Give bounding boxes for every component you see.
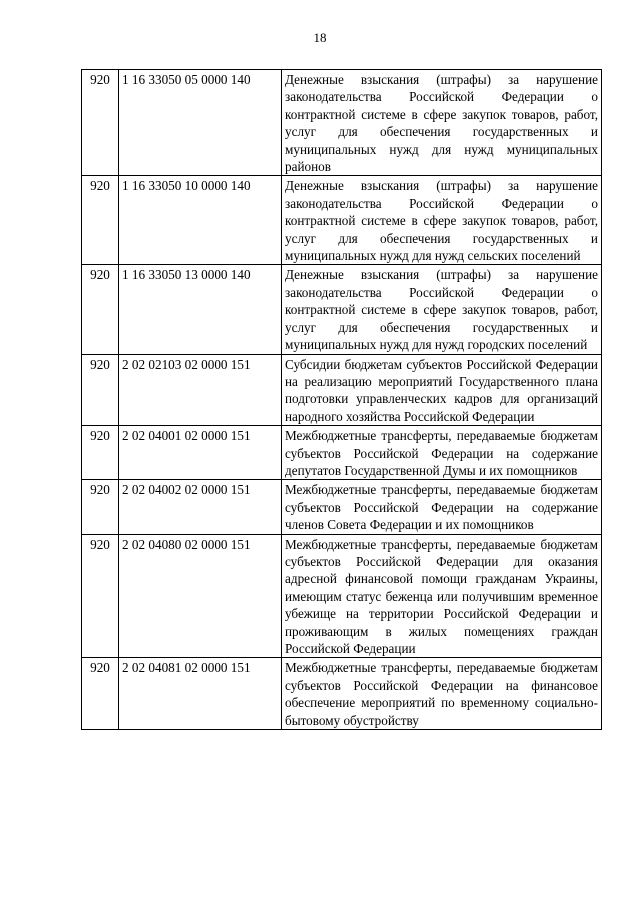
administrator-code-cell: 920: [82, 534, 119, 658]
budget-code-cell: 2 02 04002 02 0000 151: [119, 480, 282, 534]
administrator-code-cell: 920: [82, 176, 119, 265]
budget-code-cell: 1 16 33050 05 0000 140: [119, 70, 282, 176]
revenue-name-cell: Денежные взыскания (штрафы) за нарушение законодательства Российской Федерации о контрактной системе в сфере закупок товаров, работ, услуг для обеспечения государственных и муниципальных нужд для нужд сельских поселений: [282, 176, 602, 265]
revenue-name-cell: Межбюджетные трансферты, передаваемые бюджетам субъектов Российской Федерации для оказания адресной финансовой помощи гражданам Украины, имеющим статус беженца или получившим временное убежище на территории Российской Федерации и проживающим в жилых помещениях граждан Российской Федерации: [282, 534, 602, 658]
revenue-name-cell: Межбюджетные трансферты, передаваемые бюджетам субъектов Российской Федерации на содержание членов Совета Федерации и их помощников: [282, 480, 602, 534]
administrator-code-cell: 920: [82, 426, 119, 480]
revenue-name-cell: Денежные взыскания (штрафы) за нарушение законодательства Российской Федерации о контрактной системе в сфере закупок товаров, работ, услуг для обеспечения государственных и муниципальных нужд для нужд городских поселений: [282, 265, 602, 354]
budget-code-cell: 2 02 02103 02 0000 151: [119, 354, 282, 426]
table-row: [82, 658, 602, 730]
revenue-name-cell: Субсидии бюджетам субъектов Российской Федерации на реализацию мероприятий Государственного плана подготовки управленческих кадров для организаций народного хозяйства Российской Федерации: [282, 354, 602, 426]
administrator-code-cell: 920: [82, 658, 119, 730]
revenue-name-cell: Межбюджетные трансферты, передаваемые бюджетам субъектов Российской Федерации на содержание депутатов Государственной Думы и их помощников: [282, 426, 602, 480]
table-row: [82, 426, 602, 480]
budget-classification-table: [81, 69, 602, 730]
administrator-code-cell: 920: [82, 70, 119, 176]
budget-code-cell: 1 16 33050 13 0000 140: [119, 265, 282, 354]
table-row: [82, 265, 602, 354]
budget-code-cell: 2 02 04081 02 0000 151: [119, 658, 282, 730]
administrator-code-cell: 920: [82, 265, 119, 354]
table-row: [82, 480, 602, 534]
administrator-code-cell: 920: [82, 480, 119, 534]
page-number: 18: [313, 30, 327, 45]
revenue-name-cell: Денежные взыскания (штрафы) за нарушение законодательства Российской Федерации о контрактной системе в сфере закупок товаров, работ, услуг для обеспечения государственных и муниципальных нужд для нужд муниципальных районов: [282, 70, 602, 176]
table-row: [82, 354, 602, 426]
revenue-name-cell: Межбюджетные трансферты, передаваемые бюджетам субъектов Российской Федерации на финансовое обеспечение мероприятий по временному социально-бытовому обустройству: [282, 658, 602, 730]
administrator-code-cell: 920: [82, 354, 119, 426]
budget-code-cell: 2 02 04080 02 0000 151: [119, 534, 282, 658]
table-row: [82, 70, 602, 176]
budget-code-cell: 1 16 33050 10 0000 140: [119, 176, 282, 265]
table-row: [82, 534, 602, 658]
table-row: [82, 176, 602, 265]
budget-code-cell: 2 02 04001 02 0000 151: [119, 426, 282, 480]
